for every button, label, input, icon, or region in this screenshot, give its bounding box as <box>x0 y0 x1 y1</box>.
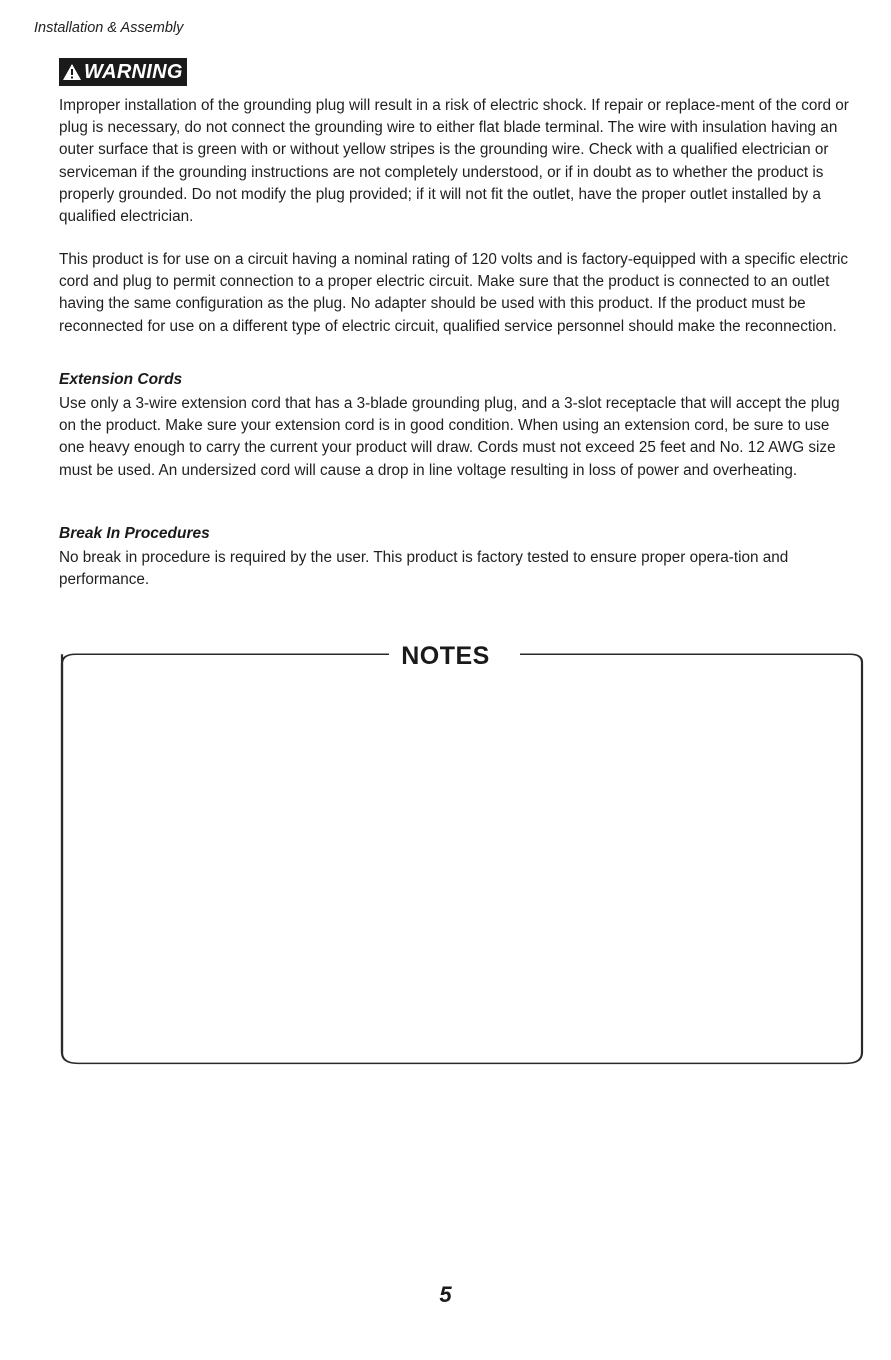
warning-triangle-icon <box>62 63 82 81</box>
notes-title: NOTES <box>0 642 891 671</box>
circuit-paragraph: This product is for use on a circuit having a nominal rating of 120 volts and is factory-equipped with a specific electric cord and plug to permit connection to a proper electric circuit. Make sure that the product is connected to an outlet having the same configuration as the plug. No adapter should be used with this product. If the product must be reconnected for use on a different type of electric circuit, qualified service personnel should make the reconnection. <box>59 251 849 335</box>
grounding-paragraph: Improper installation of the grounding plug will result in a risk of electric shock. If repair or replace-ment of the cord or plug is necessary, do not connect the grounding wire to either flat blade terminal. The wire with insulation having an outer surface that is green with or without yellow stripes is the grounding wire. Check with a qualified electrician or serviceman if the grounding instructions are not completely understood, or if in doubt as to whether the product is properly grounded. Do not modify the plug provided; if it will not fit the outlet, have the proper outlet installed by a qualified electrician. <box>59 97 849 226</box>
section-header: Installation & Assembly <box>34 20 184 36</box>
warning-label: WARNING <box>84 60 183 83</box>
extension-cords-heading: Extension Cords <box>59 371 183 388</box>
page-number: 5 <box>439 1282 452 1307</box>
break-in-heading: Break In Procedures <box>59 525 210 542</box>
extension-cords-paragraph: Use only a 3-wire extension cord that has a 3-blade grounding plug, and a 3-slot receptacle that will accept the plug on the product. Make sure your extension cord is in good condition. When using an extension cord, be sure to use one heavy enough to carry the current your product will draw. Cords must not exceed 25 feet and No. 12 AWG size must be used. An undersized cord will cause a drop in line voltage resulting in loss of power and overheating. <box>59 395 840 479</box>
break-in-paragraph: No break in procedure is required by the user. This product is factory tested to ensure proper opera-tion and performance. <box>59 549 789 589</box>
notes-box <box>0 642 891 1272</box>
warning-badge <box>59 58 187 86</box>
